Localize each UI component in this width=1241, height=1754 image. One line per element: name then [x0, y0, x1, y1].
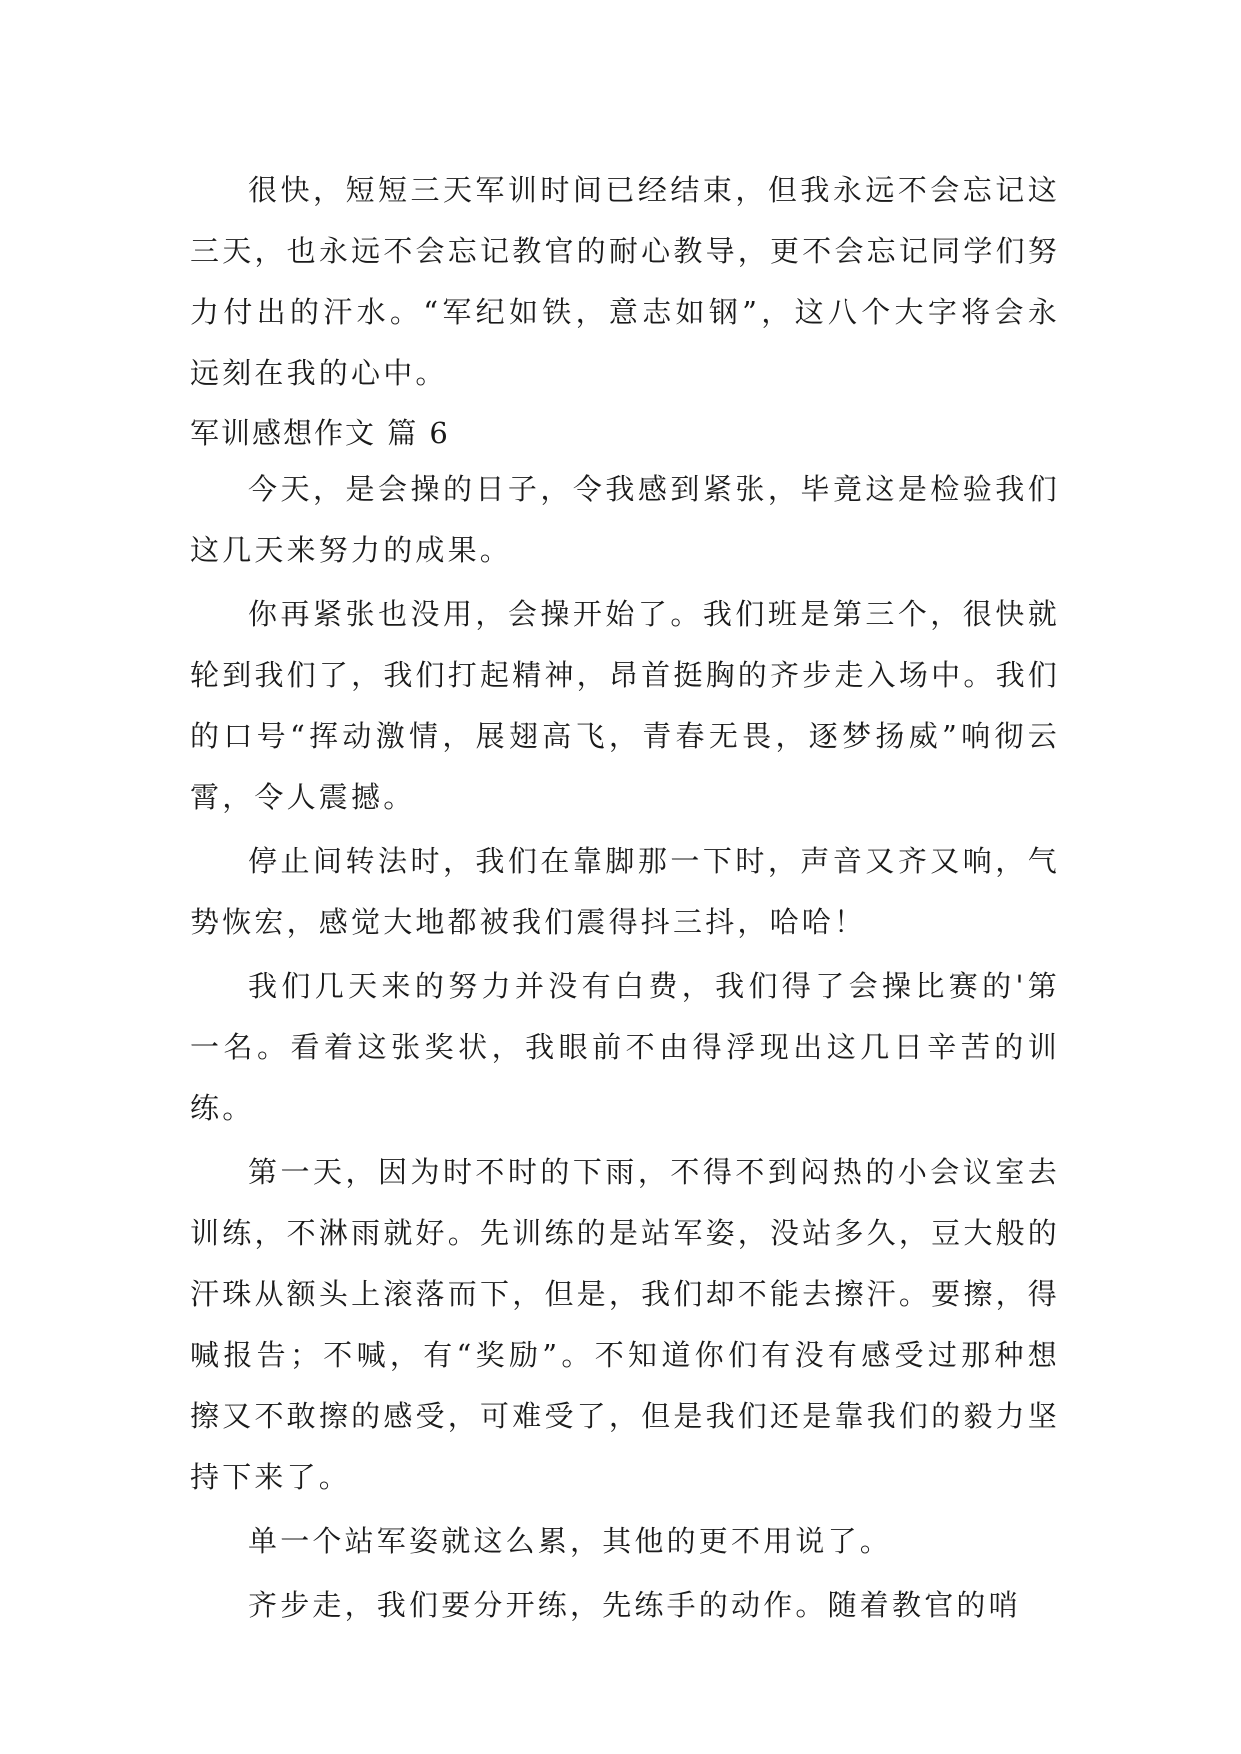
- paragraph-5: 第一天，因为时不时的下雨，不得不到闷热的小会议室去训练，不淋雨就好。先训练的是站军姿，没站多久，豆大般的汗珠从额头上滚落而下，但是，我们却不能去擦汗。要擦，得喊报告；不喊，有“奖励”。不知道你们有没有感受过那种想擦又不敢擦的感受，可难受了，但是我们还是靠我们的毅力坚持下来了。: [190, 1155, 1060, 1494]
- paragraph-7: 齐步走，我们要分开练，先练手的动作。随着教官的哨: [248, 1588, 1021, 1622]
- paragraph-6: 单一个站军姿就这么累，其他的更不用说了。: [248, 1524, 893, 1558]
- paragraph-4: 我们几天来的努力并没有白费，我们得了会操比赛的'第一名。看着这张奖状，我眼前不由得浮现出这几日辛苦的训练。: [190, 969, 1060, 1125]
- paragraph-2: 你再紧张也没用，会操开始了。我们班是第三个，很快就轮到我们了，我们打起精神，昂首挺胸的齐步走入场中。我们的口号“挥动激情，展翅高飞，青春无畏，逐梦扬威”响彻云霄，令人震撼。: [190, 597, 1060, 814]
- paragraph-3: 停止间转法时，我们在靠脚那一下时，声音又齐又响，气势恢宏，感觉大地都被我们震得抖三抖，哈哈！: [190, 844, 1060, 939]
- document-page: [190, 160, 1060, 1639]
- paragraph-ending: 很快，短短三天军训时间已经结束，但我永远不会忘记这三天，也永远不会忘记教官的耐心教导，更不会忘记同学们努力付出的汗水。“军纪如铁，意志如钢”，这八个大字将会永远刻在我的心中。: [190, 173, 1060, 390]
- section-heading: 军训感想作文 篇 6: [190, 416, 450, 450]
- paragraph-1: 今天，是会操的日子，令我感到紧张，毕竟这是检验我们这几天来努力的成果。: [190, 472, 1060, 567]
